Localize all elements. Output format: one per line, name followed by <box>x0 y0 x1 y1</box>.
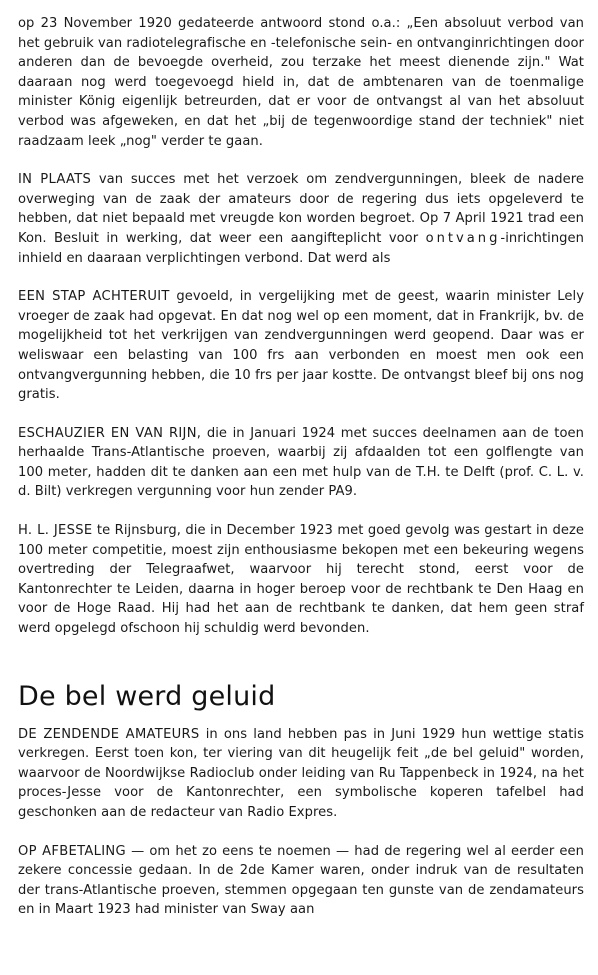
paragraph-5-lead: H. L. JESSE <box>18 523 93 539</box>
section-heading: De bel werd geluid <box>18 680 276 712</box>
paragraph-2-lead: IN PLAATS <box>18 172 92 188</box>
paragraph-7-text: — om het zo eens te noemen — had de regering wel al eerder een zekere concessie gedaan. In de 2de Kamer waren, onder indruk van de resultaten der trans-Atlantische proeven, stemmen opgegaan ten gunste van de zendamateurs en in Maart 1923 had minister van Sway aan <box>18 843 584 918</box>
paragraph-1-text: op 23 November 1920 gedateerde antwoord stond o.a.: „Een absoluut verbod van het gebruik van radiotelegrafische en -telefonische sein- en ontvanginrichtingen door anderen dan de bevoegde overheid, zou terzake het meest dienende zijn." Wat daaraan nog werd toegevoegd hield in, dat de ambtenaren van de toenmalige minister König eigenlijk betreurden, dat er voor de ontvangst al van het absoluut verbod was afgeweken, en dat het „bij de tegenwoordige stand der techniek" niet raadzaam leek „nog" verder te gaan. <box>18 16 584 149</box>
paragraph-6-text: in ons land hebben pas in Juni 1929 hun wettige statis verkregen. Eerst toen kon, ter viering van dit heugelijk feit „de bel geluid" worden, waarvoor de Noordwijkse Radioclub onder leiding van Ru Tappenbeck in 1924, na het proces-Jesse voor de Kantonrechter, een symbolische koperen tafelbel had geschonken aan de redacteur van Radio Expres. <box>18 726 584 820</box>
paragraph-3 <box>18 287 584 405</box>
paragraph-3-lead: EEN STAP ACHTERUIT <box>18 289 170 305</box>
paragraph-1 <box>18 14 584 151</box>
paragraph-4-text: die in Januari 1924 met succes deelnamen aan de toen herhaalde Trans-Atlantische proeven, waarbij zij afdaalden tot een golflengte van 100 meter, hadden dit te danken aan een met hulp van de T.H. te Delft (prof. C. L. v. d. Bilt) verkregen vergunning voor hun zender PA9. <box>18 425 584 500</box>
paragraph-2-text-a: van succes met het verzoek om zendvergunningen, bleek de nadere overweging van de zaak der amateurs door de regering dus iets opgeleverd te hebben, dat niet bepaald met vreugde kon worden begroet. Op 7 April 1921 trad een Kon. Besluit in werking, dat weer een aangifteplicht voor <box>18 172 584 246</box>
paragraph-2-spaced-word: ontvang <box>425 230 501 246</box>
paragraph-7-lead: OP AFBETALING <box>18 843 126 859</box>
paragraph-7 <box>18 842 584 920</box>
paragraph-5-text: te Rijnsburg, die in December 1923 met goed gevolg was gestart in deze 100 meter competitie, moest zijn enthousiasme bekopen met een bekeuring wegens overtreding der Telegraafwet, waarvoor hij terecht stond, eerst voor de Kantonrechter te Leiden, daarna in hoger beroep voor de rechtbank te Den Haag en voor de Hoge Raad. Hij had het aan de rechtbank te danken, dat hem geen straf werd opgelegd ofschoon hij schuldig werd bevonden. <box>18 523 585 637</box>
paragraph-5 <box>18 521 584 639</box>
paragraph-2 <box>18 170 584 268</box>
paragraph-4 <box>18 424 584 502</box>
paragraph-6-lead: DE ZENDENDE AMATEURS <box>18 726 200 742</box>
paragraph-3-text: gevoeld, in vergelijking met de geest, waarin minister Lely vroeger de zaak had opgevat. En dat nog wel op een moment, dat in Frankrijk, bv. de mogelijkheid tot het verkrijgen van zendvergunningen werd geopend. Daar was er weliswaar een belasting van 100 frs aan verbonden en moest men ook een ontvangvergunning hebben, die 10 frs per jaar kostte. De ontvangst bleef bij ons nog gratis. <box>18 289 584 403</box>
paragraph-2-text-b: -inrichtingen inhield en daaraan verplichtingen verbond. Dat werd als <box>18 230 584 266</box>
paragraph-6 <box>18 725 584 823</box>
document-page <box>18 14 584 920</box>
paragraph-4-lead: ESCHAUZIER EN VAN RIJN, <box>18 425 202 441</box>
